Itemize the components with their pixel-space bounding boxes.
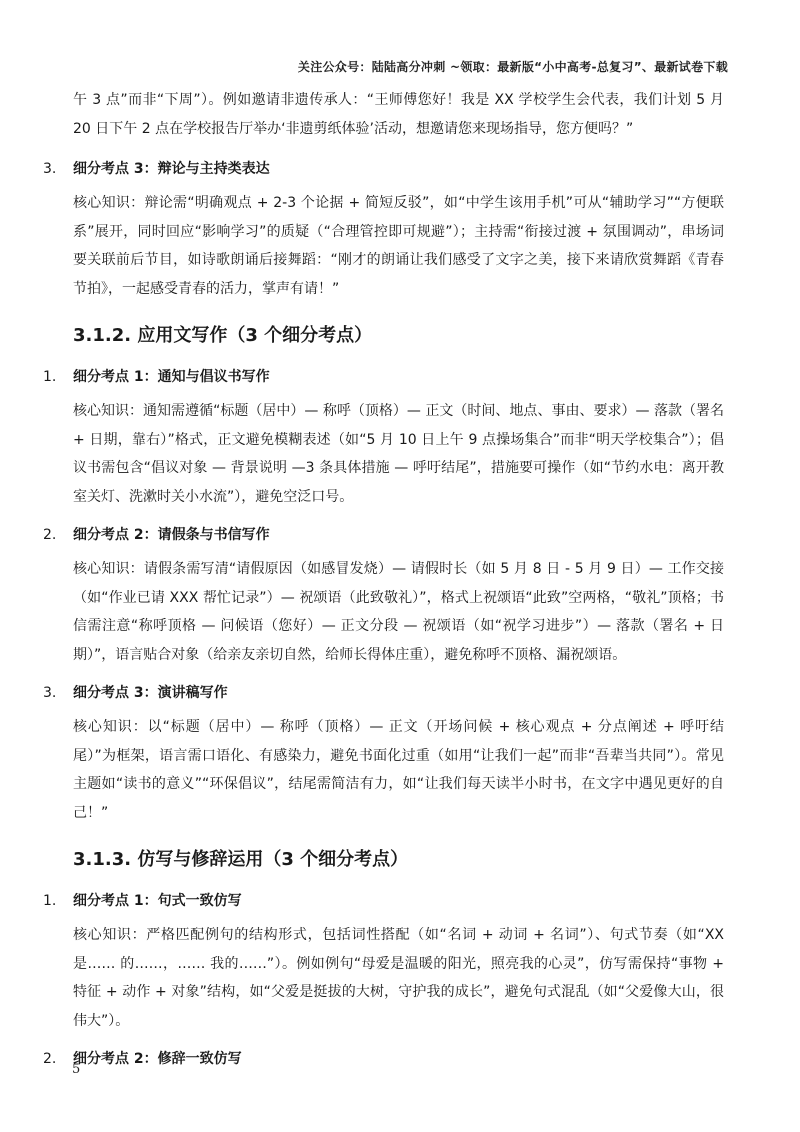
- item-title-notice: [43, 365, 800, 389]
- item-number: 2.: [43, 527, 57, 543]
- item-title-text: 细分考点 3：演讲稿写作: [73, 685, 228, 701]
- item-title-speech: [43, 681, 800, 705]
- item-title-debate: [43, 157, 800, 181]
- page-number: 5: [72, 1062, 81, 1077]
- item-body-debate: 核心知识：辩论需“明确观点 + 2-3 个论据 + 简短反驳”，如“中学生该用手机”可从“辅助学习”“方便联系”展开，同时回应“影响学习”的质疑（“合理管控即可规避”）；主持需“衔接过渡 + 氛围调动”，串场词要关联前后节目，如诗歌朗诵后接舞蹈：“刚才的朗诵让我们感受了文字之美，接下来请欣赏舞蹈《青春节拍》，一起感受青春的活力，掌声有请！”: [73, 195, 724, 297]
- item-body-leave-letter: 核心知识：请假条需写清“请假原因（如感冒发烧）— 请假时长（如 5 月 8 日 - 5 月 9 日）— 工作交接（如“作业已请 XXX 帮忙记录”）— 祝颂语（此致敬礼）”，格式上祝颂语“此致”空两格，“敬礼”顶格；书信需注意“称呼顶格 — 问候语（您好）— 正文分段 — 祝颂语（如“祝学习进步”）— 落款（署名 + 日期）”，语言贴合对象（给亲友亲切自然，给师长得体庄重），避免称呼不顶格、漏祝颂语。: [73, 561, 724, 663]
- item-title-text: 细分考点 2：请假条与书信写作: [73, 527, 270, 543]
- item-number: 2.: [43, 1051, 57, 1067]
- item-body-notice: 核心知识：通知需遵循“标题（居中）— 称呼（顶格）— 正文（时间、地点、事由、要求）— 落款（署名 + 日期，靠右）”格式，正文避免模糊表述（如“5 月 10 日上午 9 点操场集合”而非“明天学校集合”）；倡议书需包含“倡议对象 — 背景说明 —3 条具体措施 — 呼吁结尾”，措施要可操作（如“节约水电：离开教室关灯、洗漱时关小水流”），避免空泛口号。: [73, 403, 724, 505]
- item-number: 3.: [43, 161, 57, 177]
- item-title-rhetoric-imitation: [43, 1047, 800, 1071]
- item-title-text: 细分考点 1：通知与倡议书写作: [73, 369, 270, 385]
- item-title-leave-letter: [43, 523, 800, 547]
- section-heading-imitation-rhetoric: 3.1.3. 仿写与修辞运用（3 个细分考点）: [73, 849, 409, 870]
- item-number: 3.: [43, 685, 57, 701]
- item-number: 1.: [43, 369, 57, 385]
- item-title-text: 细分考点 1：句式一致仿写: [73, 893, 242, 909]
- item-body-sentence-imitation: 核心知识：严格匹配例句的结构形式，包括词性搭配（如“名词 + 动词 + 名词”）、句式节奏（如“XX 是…… 的……，…… 我的……”）。例如例句“母爱是温暖的阳光，照亮我的心灵”，仿写需保持“事物 + 特征 + 动作 + 对象”结构，如“父爱是挺拔的大树，守护我的成长”，避免句式混乱（如“父爱像大山，很伟大”）。: [73, 927, 724, 1029]
- item-body-speech: 核心知识：以“标题（居中）— 称呼（顶格）— 正文（开场问候 + 核心观点 + 分点阐述 + 呼吁结尾）”为框架，语言需口语化、有感染力，避免书面化过重（如用“让我们一起”而非“吾辈当共同”）。常见主题如“读书的意义”“环保倡议”，结尾需简洁有力，如“让我们每天读半小时书，在文字中遇见更好的自己！”: [73, 719, 724, 821]
- item-title-text: 细分考点 3：辩论与主持类表达: [73, 161, 270, 177]
- document-body: [0, 86, 800, 1079]
- item-number: 1.: [43, 893, 57, 909]
- item-title-sentence-imitation: [43, 889, 800, 913]
- section-heading-applied-writing: 3.1.2. 应用文写作（3 个细分考点）: [73, 325, 373, 346]
- intro-paragraph: 午 3 点”而非“下周”）。例如邀请非遗传承人：“王师傅您好！我是 XX 学校学生会代表，我们计划 5 月 20 日下午 2 点在学校报告厅举办‘非遗剪纸体验’活动，想邀请您来现场指导，您方便吗？”: [73, 92, 724, 137]
- item-title-text: 细分考点 2：修辞一致仿写: [73, 1051, 242, 1067]
- page-header: 关注公众号：陆陆高分冲刺 ~领取：最新版“小中高考-总复习”、最新试卷下载: [297, 60, 728, 74]
